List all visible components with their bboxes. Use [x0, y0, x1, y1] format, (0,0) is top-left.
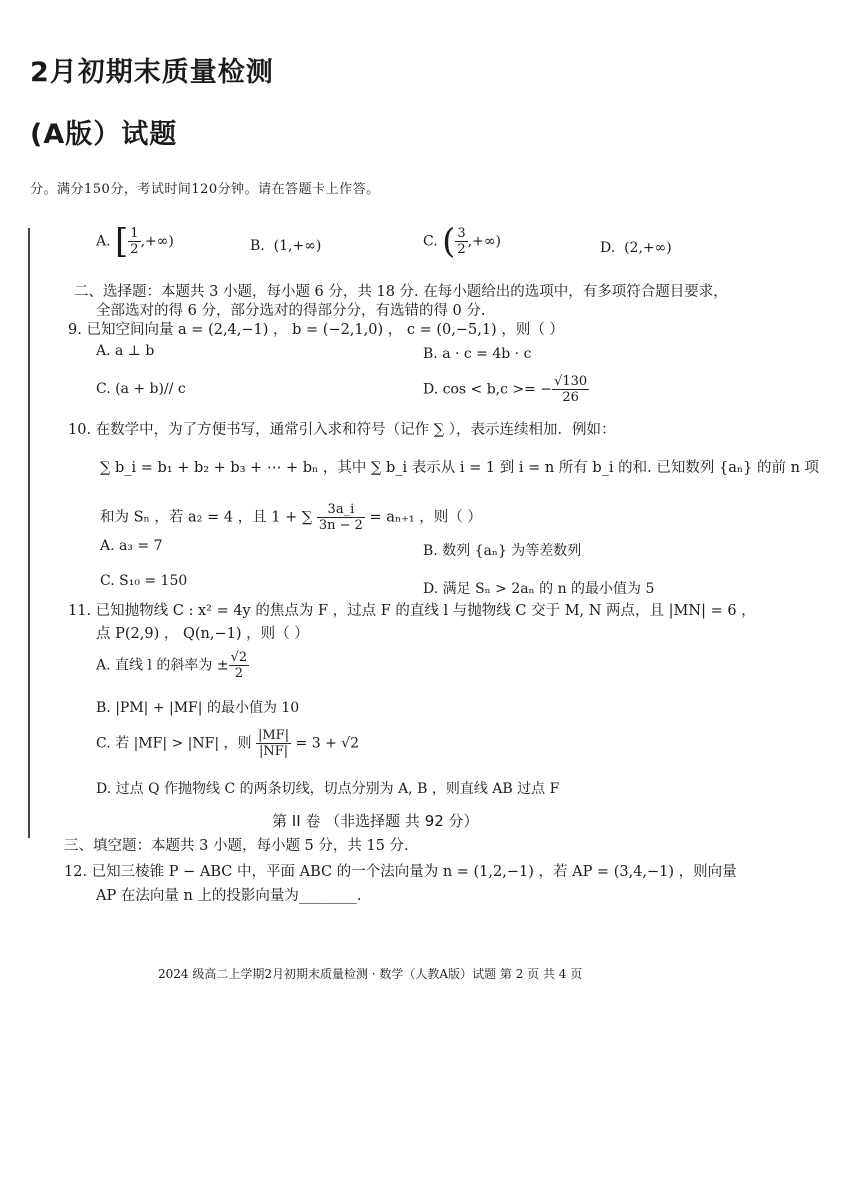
q11-option-a-pre: A. 直线 l 的斜率为 ±	[96, 657, 229, 674]
q8-option-c	[423, 221, 501, 262]
margin-line	[28, 228, 30, 838]
q11-option-c-pre: C. 若 |MF| > |NF| ，则	[96, 735, 252, 752]
q10-line2: ∑ b_i = b₁ + b₂ + b₃ + ⋯ + bₙ ，其中 ∑ b_i 表示从 i = 1 到 i = n 所有 b_i 的和. 已知数列 {aₙ} 的前 n 项	[100, 460, 820, 476]
q9-stem: 9. 已知空间向量 a = (2,4,−1) ， b = (−2,1,0) ， c = (0,−5,1) ，则（ ）	[68, 322, 564, 338]
q11-option-d: D. 过点 Q 作抛物线 C 的两条切线，切点分别为 A, B ，则直线 AB 过点 F	[96, 781, 560, 797]
q8-option-d-label: D.	[600, 240, 616, 256]
q8-option-d-text: (2,+∞)	[624, 240, 672, 256]
q10-den: 3n − 2	[318, 518, 363, 533]
q10-line3	[100, 502, 482, 533]
q8-c-den: 2	[457, 242, 466, 257]
q12-line2: AP 在法向量 n 上的投影向量为________.	[96, 888, 362, 904]
q8-option-b-label: B.	[250, 238, 265, 254]
q8-a-den: 2	[130, 242, 139, 257]
q11-a-den: 2	[234, 666, 243, 681]
q9-d-den: 26	[562, 390, 579, 405]
q8-option-a	[96, 221, 174, 262]
q10-option-d: D. 满足 Sₙ > 2aₙ 的 n 的最小值为 5	[423, 581, 655, 597]
q10-line3-post: = aₙ₊₁ ，则（ ）	[369, 509, 482, 526]
section2-line1: 二、选择题：本题共 3 小题，每小题 6 分，共 18 分. 在每小题给出的选项中，有多项符合题目要求，	[74, 284, 728, 300]
q9-option-c: C. (a + b)// c	[96, 381, 186, 397]
q11-option-c	[96, 728, 359, 759]
q11-option-a-frac	[229, 650, 250, 681]
q8-option-b-text: (1,+∞)	[273, 238, 322, 254]
q8-option-a-bracket: [	[115, 221, 129, 262]
q11-c-den: |NF|	[258, 744, 289, 759]
q11-option-b: B. |PM| + |MF| 的最小值为 10	[96, 700, 300, 716]
q11-line1: 11. 已知抛物线 C : x² = 4y 的焦点为 F ，过点 F 的直线 l 与抛物线 C 交于 M, N 两点，且 |MN| = 6 ，	[68, 603, 756, 619]
part2-heading: 第 II 卷 （非选择题 共 92 分）	[272, 812, 479, 830]
q10-num: 3a_i	[317, 502, 365, 518]
q8-option-c-label: C.	[423, 233, 438, 250]
exam-title-line1: 2月初期末质量检测	[30, 57, 274, 88]
q11-option-c-frac	[256, 728, 291, 759]
q11-line2: 点 P(2,9) ， Q(n,−1) ，则（ ）	[96, 626, 309, 642]
q8-option-d	[600, 240, 672, 256]
q9-option-b: B. a · c = 4b · c	[423, 346, 532, 362]
q9-option-a: A. a ⊥ b	[96, 343, 155, 359]
q10-option-c: C. S₁₀ = 150	[100, 573, 188, 589]
q12-line1: 12. 已知三棱锥 P − ABC 中，平面 ABC 的一个法向量为 n = (1,2,−1) ，若 AP = (3,4,−1) ，则向量	[64, 864, 737, 880]
exam-title-line2: (A版）试题	[30, 119, 178, 150]
q8-option-c-rest: ,+∞)	[467, 233, 501, 250]
q11-c-num: |MF|	[257, 728, 290, 743]
q10-line3-pre: 和为 Sₙ ，若 a₂ = 4 ，且 1 + ∑	[100, 509, 313, 526]
q9-option-d	[423, 374, 589, 405]
section2-line2: 全部选对的得 6 分，部分选对的得部分分，有选错的得 0 分.	[96, 303, 486, 319]
q11-option-a	[96, 650, 249, 681]
q10-option-a: A. a₃ = 7	[100, 538, 163, 554]
q10-option-b: B. 数列 {aₙ} 为等差数列	[423, 543, 582, 559]
page-footer: 2024 级高二上学期2月初期末质量检测 · 数学（人教A版）试题 第 2 页 共 4 页	[158, 967, 583, 981]
q10-line1: 10. 在数学中，为了方便书写，通常引入求和符号（记作 ∑ ），表示连续相加．例如：	[68, 422, 616, 438]
q8-a-num: 1	[130, 226, 139, 241]
section3-heading: 三、填空题：本题共 3 小题，每小题 5 分，共 15 分.	[64, 838, 409, 854]
q9-d-num: √130	[554, 374, 588, 389]
q9-option-d-pre: D. cos < b,c >= −	[423, 381, 553, 398]
q8-option-a-label: A.	[96, 233, 111, 250]
q8-option-a-frac	[128, 226, 140, 257]
q8-option-c-bracket: (	[442, 221, 456, 262]
q10-line3-frac	[317, 502, 365, 533]
exam-intro: 分。满分150分，考试时间120分钟。请在答题卡上作答。	[30, 182, 380, 197]
q8-option-a-rest: ,+∞)	[140, 233, 174, 250]
q9-option-d-frac	[552, 374, 589, 405]
q8-c-num: 3	[457, 226, 466, 241]
q11-option-c-post: = 3 + √2	[295, 735, 360, 752]
q8-option-b	[250, 238, 321, 254]
q11-a-num: √2	[230, 650, 248, 665]
q8-option-c-frac	[455, 226, 467, 257]
